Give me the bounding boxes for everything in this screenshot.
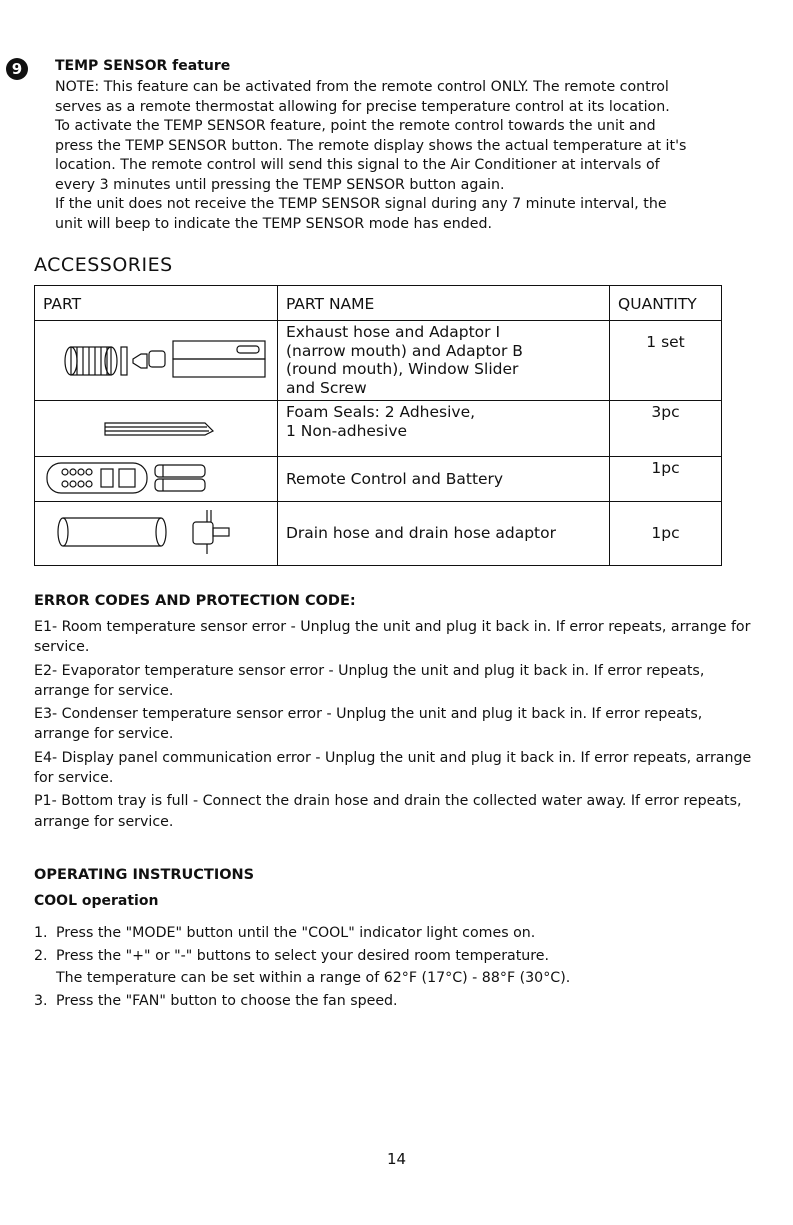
text-line: every 3 minutes until pressing the TEMP SENSOR button again. [55,176,505,193]
exhaust-hose-illustration [35,321,278,401]
column-header-part-name: PART NAME [277,286,609,321]
drain-hose-icon [41,502,271,562]
error-code-item: E3- Condenser temperature sensor error - Unplug the unit and plug it back in. If error repeats, arrange for service. [34,706,703,743]
error-code-item: E1- Room temperature sensor error - Unplug the unit and plug it back in. If error repeats, arrange for service. [34,619,751,656]
step-text: Press the "FAN" button to choose the fan speed. [56,992,398,1009]
table-header-row [35,286,722,321]
text-line: If the unit does not receive the TEMP SENSOR signal during any 7 minute interval, the [55,196,667,212]
table-row [35,502,722,566]
step-number: 2. [34,947,48,964]
accessories-table [34,285,722,566]
error-code-item: P1- Bottom tray is full - Connect the drain hose and drain the collected water away. If error repeats, arrange for service. [34,793,742,830]
part-name-cell [277,321,609,401]
table-row [35,457,722,502]
drain-hose-illustration [35,502,278,566]
part-name-line: Exhaust hose and Adaptor I [285,323,501,341]
page-number: 14 [386,1150,407,1168]
operating-instructions-heading: OPERATING INSTRUCTIONS [34,867,255,883]
table-row [35,401,722,457]
foam-seals-illustration [35,401,278,457]
remote-control-icon [41,457,271,499]
step-text: The temperature can be set within a range of 62°F (17°C) - 88°F (30°C). [56,970,571,986]
text-line: NOTE: This feature can be activated from the remote control ONLY. The remote control [55,79,669,95]
part-name-line: Remote Control and Battery [285,469,504,488]
remote-control-illustration [35,457,278,502]
quantity-cell: 1 set [610,321,722,401]
table-row [35,321,722,401]
step-text: Press the "MODE" button until the "COOL" indicator light comes on. [56,925,536,941]
part-name-cell [277,457,609,502]
text-line: press the TEMP SENSOR button. The remote display shows the actual temperature at it's [55,137,687,154]
foam-seal-icon [41,401,271,451]
text-line: location. The remote control will send this signal to the Air Conditioner at intervals of [55,157,660,173]
text-line: To activate the TEMP SENSOR feature, point the remote control towards the unit and [55,118,656,134]
section-number-badge: 9 [6,58,28,80]
list-item [34,922,754,945]
text-line: serves as a remote thermostat allowing for precise temperature control at its location. [55,98,670,115]
step-text: Press the "+" or "-" buttons to select your desired room temperature. [56,947,550,964]
quantity-cell: 3pc [610,401,722,457]
part-name-line: (narrow mouth) and Adaptor B [285,341,523,360]
text-line: unit will beep to indicate the TEMP SENSOR mode has ended. [55,215,492,232]
part-name-cell [277,401,609,457]
part-name-line: (round mouth), Window Slider [285,360,519,378]
part-name-cell [277,502,609,566]
quantity-cell: 1pc [610,502,722,566]
error-code-item: E2- Evaporator temperature sensor error - Unplug the unit and plug it back in. If error repeats, arrange for service. [34,662,705,699]
part-name-line: Drain hose and drain hose adaptor [285,524,556,543]
list-item [34,967,754,990]
temp-sensor-paragraph [55,78,765,234]
step-number: 3. [34,992,48,1009]
part-name-line: 1 Non-adhesive [285,421,408,440]
column-header-quantity: QUANTITY [610,286,722,321]
list-item [34,945,754,968]
error-codes-heading: ERROR CODES AND PROTECTION CODE: [34,593,356,609]
column-header-part: PART [35,286,278,321]
part-name-line: Foam Seals: 2 Adhesive, [285,403,476,421]
part-name-line: and Screw [285,378,367,397]
accessories-heading: ACCESSORIES [34,254,173,276]
quantity-cell: 1pc [610,457,722,502]
cool-steps-list [34,922,754,1012]
list-item [34,990,754,1013]
error-code-item: E4- Display panel communication error - Unplug the unit and plug it back in. If error repeats, arrange for service. [34,749,752,787]
temp-sensor-heading: TEMP SENSOR feature [55,58,231,74]
cool-operation-heading: COOL operation [34,893,159,909]
exhaust-hose-icon [41,321,271,399]
step-number: 1. [34,925,48,941]
error-codes-list [34,617,754,835]
